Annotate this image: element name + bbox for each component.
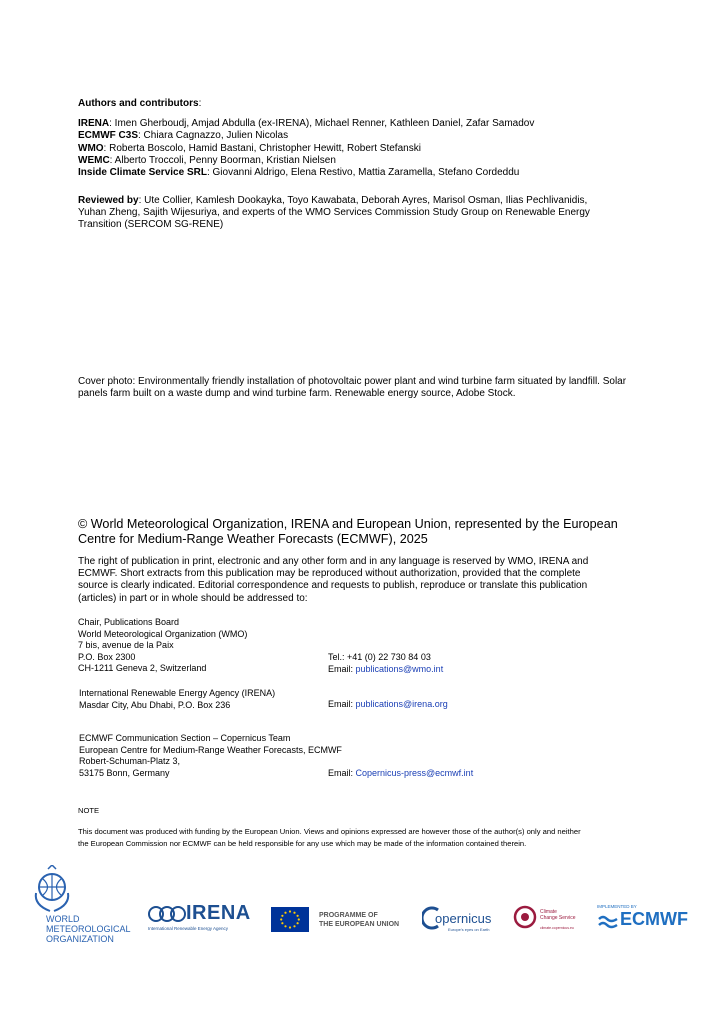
copyright-notice [78,517,618,547]
note-title: NOTE [78,806,100,815]
copernicus-wordmark: opernicus [435,911,492,926]
authors-heading: Authors and contributors: [78,98,202,109]
contact-wmo-line: CH-1211 Geneva 2, Switzerland [78,663,207,674]
reviewers-line-3: Transition (SERCOM SG-RENE) [78,219,224,231]
wmo-emblem-icon [30,865,74,915]
irena-emblem-icon [148,904,186,926]
contact-wmo-right [328,652,443,675]
contact-irena-line: Masdar City, Abu Dhabi, P.O. Box 236 [79,699,231,710]
c3s-line: Climate [540,909,557,915]
eu-programme-text [319,911,399,929]
note-line-1: This document was produced with funding by the European Union. Views and opinions expressed are however those of the author(s) only and neither [78,827,581,836]
eu-programme-line: PROGRAMME OF [319,912,378,919]
note-line-2: the European Commission nor ECMWF can be held responsible for any use which may be made of the information contained therein. [78,838,527,848]
contact-wmo-line: P.O. Box 2300 [78,651,136,662]
rights-line-2: ECMWF. Short extracts from this publication may be reproduced without authorization, provided that the complete [78,568,581,580]
contact-wmo-line: Chair, Publications Board [78,617,180,627]
ecmwf-wave-icon [597,914,619,930]
rights-line-4: (articles) in part or in whole should be addressed to: [78,592,308,604]
contact-irena [79,688,275,711]
reviewers-section [78,195,590,232]
wmo-logo-line: METEOROLOGICAL [46,924,131,934]
rights-line-3: source is clearly indicated. Editorial correspondence and requests to publish, reproduce or translate this publication [78,580,588,592]
contact-ecmwf-line: European Centre for Medium-Range Weather Forecasts, ECMWF [79,744,342,755]
copyright-line-1: © World Meteorological Organization, IRENA and European Union, represented by the European [78,517,618,531]
copernicus-subtitle: Europe's eyes on Earth [448,927,490,932]
author-row-irena: IRENA: Imen Gherboudj, Amjad Abdulla (ex-IRENA), Michael Renner, Kathleen Daniel, Zafar Samadov [78,118,535,130]
contact-wmo-email-line: Email: publications@wmo.int [328,663,444,674]
authors-section [78,98,534,179]
eu-programme-line: THE EUROPEAN UNION [319,921,400,928]
wmo-email-link[interactable]: publications@wmo.int [355,663,444,674]
contact-wmo-line: World Meteorological Organization (WMO) [78,628,248,639]
eu-flag-icon [271,907,309,932]
ecmwf-logo [597,904,697,934]
contact-irena-right [328,699,448,711]
wmo-logo-line: WORLD [46,914,80,924]
cover-photo-line-2: panels farm built on a waste dump and wind turbine farm. Renewable energy source, Adobe Stock. [78,388,516,400]
rights-line-1: The right of publication in print, electronic and any other form and in any language is reserved by WMO, IRENA and [78,556,589,567]
wmo-logo [28,865,138,947]
ecmwf-email-link[interactable]: Copernicus-press@ecmwf.int [355,768,474,778]
rights-paragraph [78,556,588,605]
irena-email-link[interactable]: publications@irena.org [355,699,448,709]
contact-wmo [78,617,247,675]
author-row-ics: Inside Climate Service SRL: Giovanni Aldrigo, Elena Restivo, Mattia Zaramella, Stefano Cordeddu [78,167,520,179]
copernicus-logo [422,904,494,934]
contact-ecmwf-line: Robert-Schuman-Platz 3, [79,756,181,767]
author-row-wmo: WMO: Roberta Boscolo, Hamid Bastani, Christopher Hewitt, Robert Stefanski [78,142,421,154]
irena-wordmark: IRENA [186,902,251,924]
c3s-text [540,909,576,921]
irena-subtitle: International Renewable Energy Agency [148,926,229,931]
c3s-logo [513,905,583,933]
contact-wmo-line: 7 bis, avenue de la Paix [78,640,174,651]
reviewers-line-1: Reviewed by: Ute Collier, Kamlesh Dookayka, Toyo Kawabata, Deborah Ayres, Marisol Osman, Ilias Pechlivanidis, [78,195,588,206]
cover-photo-line-1: Cover photo: Environmentally friendly installation of photovoltaic power plant and wind turbine farm situated by landfill. Solar [78,376,627,387]
note-body [78,826,581,849]
contact-irena-email-line: Email: publications@irena.org [328,699,448,709]
contact-irena-line: International Renewable Energy Agency (IRENA) [79,688,276,698]
c3s-emblem-icon [513,905,537,929]
contact-ecmwf-line: 53175 Bonn, Germany [79,767,170,778]
ecmwf-wordmark: ECMWF [620,909,688,929]
ecmwf-implemented-by: IMPLEMENTED BY [597,904,637,909]
contact-ecmwf-line: ECMWF Communication Section – Copernicus Team [79,733,291,743]
c3s-subtitle: climate.copernicus.eu [540,926,574,930]
c3s-line: Change Service [540,915,576,921]
copyright-line-2: Centre for Medium-Range Weather Forecasts (ECMWF), 2025 [78,532,428,546]
wmo-logo-line: ORGANIZATION [46,934,114,944]
author-row-ecmwf: ECMWF C3S: Chiara Cagnazzo, Julien Nicolas [78,130,289,142]
author-row-wemc: WEMC: Alberto Troccoli, Penny Boorman, Kristian Nielsen [78,154,336,166]
contact-ecmwf-email-line: Email: Copernicus-press@ecmwf.int [328,768,474,778]
contact-wmo-tel: Tel.: +41 (0) 22 730 84 03 [328,652,431,662]
wmo-logo-text [46,914,131,944]
cover-photo-credit [78,376,626,400]
contact-ecmwf [79,733,342,779]
reviewers-line-2: Yuhan Zheng, Sajith Wijesuriya, and experts of the WMO Services Commission Study Group on Renewable Energy [78,207,590,219]
contact-ecmwf-right [328,768,473,780]
irena-logo [148,904,258,934]
